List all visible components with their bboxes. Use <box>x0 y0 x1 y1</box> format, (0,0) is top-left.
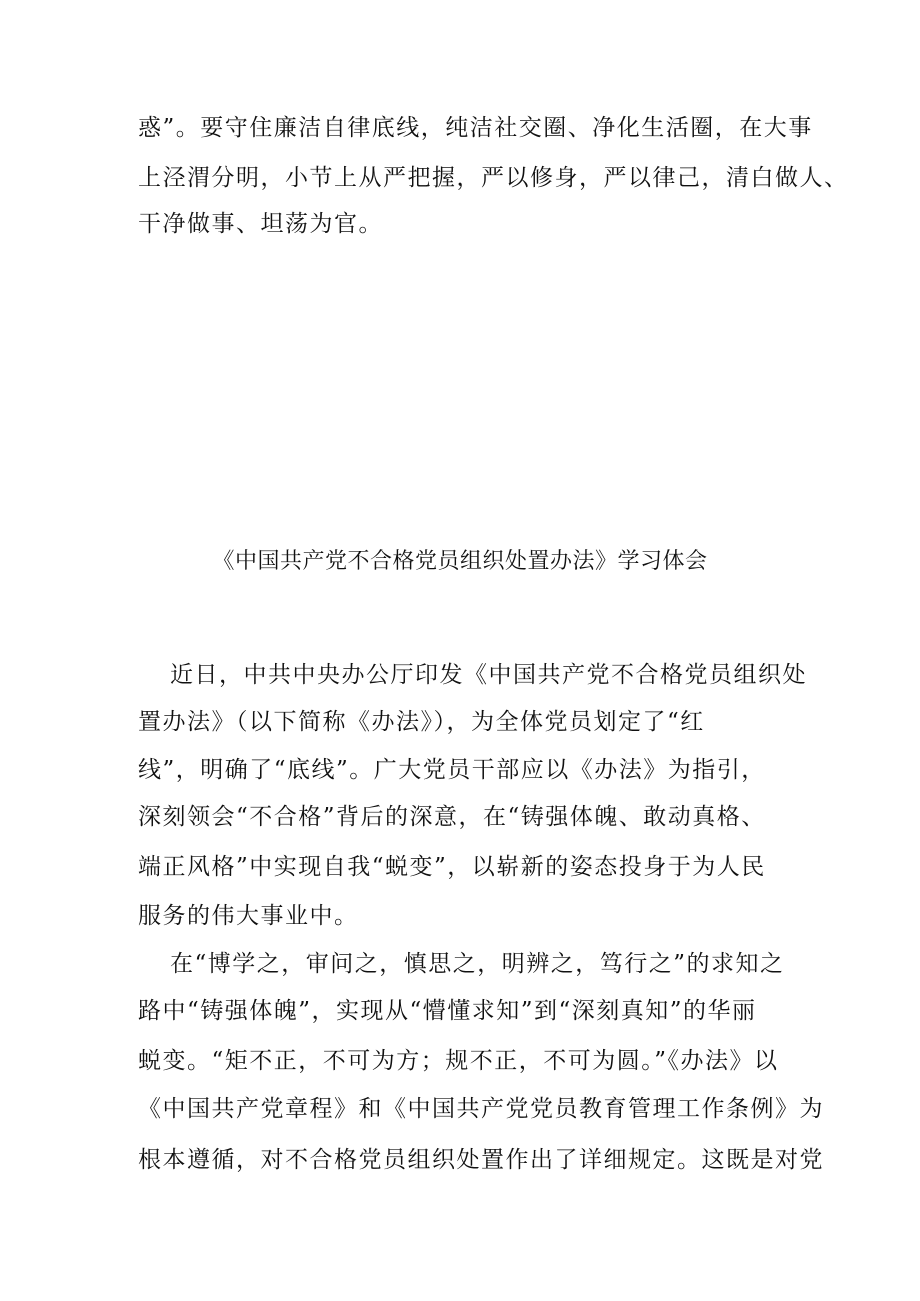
text-line: 近日，中共中央办公厅印发《中国共产党不合格党员组织处 <box>170 662 807 688</box>
text-line: 深刻领会“不合格”背后的深意，在“铸强体魄、敢动真格、 <box>138 804 766 830</box>
text-line: 根本遵循，对不合格党员组织处置作出了详细规定。这既是对党 <box>138 1147 824 1173</box>
text-line: 服务的伟大事业中。 <box>138 903 359 929</box>
text-line: 置办法》（以下简称《办法》），为全体党员划定了“红 <box>138 709 705 735</box>
text-line: 干净做事、坦荡为官。 <box>138 211 383 237</box>
text-line: 端正风格”中实现自我“蜕变”，以崭新的姿态投身于为人民 <box>138 854 766 880</box>
text-line: 线”，明确了“底线”。广大党员干部应以《办法》为指引， <box>138 757 766 783</box>
text-line: 《中国共产党章程》和《中国共产党党员教育管理工作条例》为 <box>138 1096 824 1122</box>
text-line: 路中“铸强体魄”，实现从“懵懂求知”到“深刻真知”的华丽 <box>138 998 757 1024</box>
text-line: 蜕变。“矩不正，不可为方；规不正，不可为圆。”《办法》以 <box>138 1048 779 1074</box>
text-line: 惑”。要守住廉洁自律底线，纯洁社交圈、净化生活圈，在大事 <box>138 115 813 141</box>
text-line: 上泾渭分明，小节上从严把握，严以修身，严以律己，清白做人、 <box>138 165 849 191</box>
article-title: 《中国共产党不合格党员组织处置办法》学习体会 <box>212 549 708 574</box>
text-line: 在“博学之，审问之，慎思之，明辨之，笃行之”的求知之 <box>170 951 785 977</box>
